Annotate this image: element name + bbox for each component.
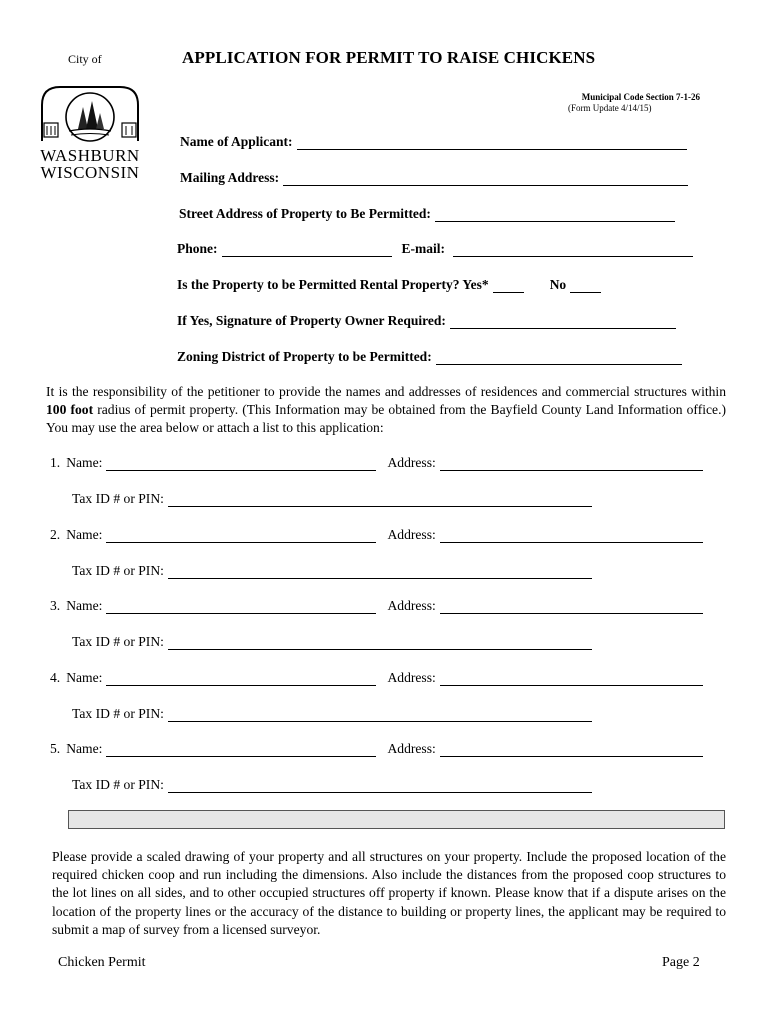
street-address-label: Street Address of Property to Be Permitted:	[179, 206, 431, 221]
entry-address-line[interactable]	[440, 457, 703, 471]
entry-tax-line[interactable]	[168, 708, 592, 722]
phone-email-field	[177, 241, 693, 257]
entry-name-label: Name:	[66, 527, 103, 542]
neighbor-entry-tax-5	[72, 777, 592, 793]
applicant-name-line[interactable]	[297, 135, 687, 150]
entry-address-label: Address:	[387, 527, 436, 542]
rental-yes-line[interactable]	[493, 278, 524, 293]
owner-signature-field[interactable]	[177, 313, 676, 329]
mailing-address-label: Mailing Address:	[180, 170, 280, 185]
entry-address-line[interactable]	[440, 672, 703, 686]
neighbor-entry-tax-2	[72, 563, 592, 579]
logo-text-1: WASHBURN	[40, 146, 140, 165]
entry-name-line[interactable]	[106, 529, 376, 543]
entry-number: 2.	[50, 527, 61, 542]
neighbor-entry-1	[50, 455, 703, 471]
owner-signature-line[interactable]	[450, 314, 676, 329]
rental-no-line[interactable]	[570, 278, 601, 293]
street-address-line[interactable]	[435, 207, 675, 222]
city-logo	[38, 85, 142, 181]
mailing-address-line[interactable]	[283, 171, 688, 186]
entry-address-label: Address:	[387, 455, 436, 470]
neighbor-entry-2	[50, 527, 703, 543]
entry-tax-label: Tax ID # or PIN:	[72, 706, 164, 721]
entry-address-line[interactable]	[440, 743, 703, 757]
entry-tax-label: Tax ID # or PIN:	[72, 491, 164, 506]
entry-tax-label: Tax ID # or PIN:	[72, 634, 164, 649]
entry-number: 5.	[50, 741, 61, 756]
entry-name-line[interactable]	[106, 457, 376, 471]
entry-number: 3.	[50, 598, 61, 613]
neighbor-entry-5	[50, 741, 703, 757]
entry-tax-line[interactable]	[168, 493, 592, 507]
drawing-area-divider	[68, 810, 725, 829]
entry-tax-line[interactable]	[168, 636, 592, 650]
entry-tax-label: Tax ID # or PIN:	[72, 563, 164, 578]
logo-text-2: WISCONSIN	[40, 163, 140, 181]
form-title: APPLICATION FOR PERMIT TO RAISE CHICKENS	[182, 48, 596, 67]
zoning-district-line[interactable]	[436, 350, 682, 365]
entry-address-line[interactable]	[440, 600, 703, 614]
entry-address-label: Address:	[387, 741, 436, 756]
entry-name-line[interactable]	[106, 600, 376, 614]
entry-tax-line[interactable]	[168, 779, 592, 793]
rental-question-label: Is the Property to be Permitted Rental Property? Yes*	[177, 277, 489, 292]
entry-name-line[interactable]	[106, 672, 376, 686]
city-of-label: City of	[68, 52, 102, 66]
phone-line[interactable]	[222, 242, 392, 257]
entry-name-label: Name:	[66, 741, 103, 756]
owner-signature-label: If Yes, Signature of Property Owner Required:	[177, 313, 446, 328]
street-address-field[interactable]	[179, 206, 675, 222]
entry-tax-line[interactable]	[168, 565, 592, 579]
entry-name-label: Name:	[66, 455, 103, 470]
email-line[interactable]	[453, 242, 693, 257]
form-update-date: (Form Update 4/14/15)	[568, 103, 652, 113]
rental-no-label: No	[549, 277, 567, 292]
drawing-instructions: Please provide a scaled drawing of your property and all structures on your property. Include the proposed location of the required chicken coop and run including the dimensions. Also include the distances from the proposed coop structures to the lot lines on all sides, and to other occupied structures off property if known. Please know that if a dispute arises on the location of the property lines or the accuracy of the distance to building or property lines, the applicant may be required to submit a map of survey from a licensed surveyor.	[52, 849, 726, 937]
entry-name-line[interactable]	[106, 743, 376, 757]
entry-name-label: Name:	[66, 598, 103, 613]
entry-name-label: Name:	[66, 670, 103, 685]
radius-emphasis: 100 foot	[46, 402, 94, 417]
neighbor-entry-tax-3	[72, 634, 592, 650]
entry-tax-label: Tax ID # or PIN:	[72, 777, 164, 792]
applicant-name-label: Name of Applicant:	[180, 134, 293, 149]
neighbor-entry-tax-1	[72, 491, 592, 507]
neighbor-entry-3	[50, 598, 703, 614]
entry-number: 1.	[50, 455, 61, 470]
entry-address-label: Address:	[387, 598, 436, 613]
zoning-district-label: Zoning District of Property to be Permitted:	[177, 349, 432, 364]
phone-label: Phone:	[177, 241, 218, 256]
footer-form-name: Chicken Permit	[58, 955, 146, 970]
neighbor-entry-tax-4	[72, 706, 592, 722]
mailing-address-field[interactable]	[180, 170, 688, 186]
rental-property-field	[177, 277, 601, 293]
entry-number: 4.	[50, 670, 61, 685]
email-label: E-mail:	[401, 241, 445, 256]
applicant-name-field[interactable]	[180, 134, 687, 150]
entry-address-line[interactable]	[440, 529, 703, 543]
municipal-code-section: Municipal Code Section 7-1-26	[581, 92, 700, 102]
footer-page-number: Page 2	[662, 955, 700, 970]
zoning-district-field[interactable]	[177, 349, 682, 365]
neighbor-entry-4	[50, 670, 703, 686]
entry-address-label: Address:	[387, 670, 436, 685]
neighbor-instructions: It is the responsibility of the petitioner to provide the names and addresses of residences and commercial structures within 100 foot radius of permit property. (This Information may be obtained from the Bayfield County Land Information office.) You may use the area below or attach a list to this application:	[46, 384, 726, 435]
